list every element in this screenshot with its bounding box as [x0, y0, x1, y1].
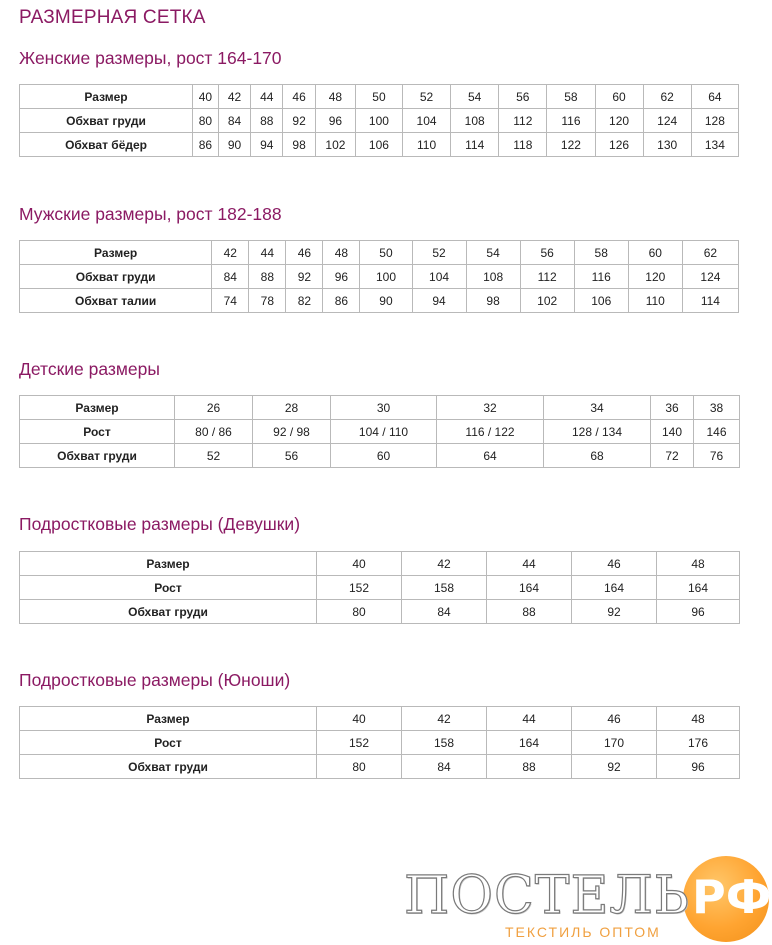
table-cell: 48 — [323, 241, 360, 265]
table-cell: 88 — [251, 109, 283, 133]
table-cell: 40 — [193, 85, 219, 109]
logo-word: ПОСТЕЛЬ — [404, 866, 690, 926]
section-title-teen-girls: Подростковые размеры (Девушки) — [19, 514, 301, 534]
table-cell: 46 — [283, 85, 316, 109]
row-label: Обхват груди — [20, 600, 317, 624]
table-cell: 60 — [628, 241, 682, 265]
logo-tagline: ТЕКСТИЛЬ ОПТОМ — [505, 924, 661, 940]
table-cell: 94 — [412, 289, 466, 313]
table-cell: 54 — [466, 241, 520, 265]
table-cell: 122 — [547, 133, 595, 157]
table-cell: 158 — [402, 576, 487, 600]
table-cell: 48 — [657, 707, 740, 731]
table-cell: 52 — [403, 85, 451, 109]
table-cell: 86 — [193, 133, 219, 157]
table-cell: 50 — [355, 85, 402, 109]
table-cell: 96 — [315, 109, 355, 133]
table-row — [20, 241, 739, 265]
table-cell: 52 — [175, 444, 253, 468]
table-cell: 48 — [657, 552, 740, 576]
table-cell: 54 — [451, 85, 499, 109]
table-cell: 90 — [360, 289, 412, 313]
table-cell: 88 — [487, 755, 572, 779]
table-cell: 164 — [657, 576, 740, 600]
table-cell: 84 — [402, 600, 487, 624]
table-cell: 110 — [628, 289, 682, 313]
row-label: Обхват талии — [20, 289, 212, 313]
row-label: Размер — [20, 552, 317, 576]
table-cell: 92 — [286, 265, 323, 289]
table-cell: 102 — [315, 133, 355, 157]
table-cell: 56 — [499, 85, 547, 109]
table-cell: 120 — [628, 265, 682, 289]
table-cell: 130 — [643, 133, 691, 157]
table-cell: 72 — [651, 444, 694, 468]
table-cell: 42 — [212, 241, 249, 265]
table-row — [20, 289, 739, 313]
table-cell: 58 — [547, 85, 595, 109]
table-cell: 98 — [466, 289, 520, 313]
table-cell: 50 — [360, 241, 412, 265]
table-cell: 96 — [657, 755, 740, 779]
table-cell: 124 — [682, 265, 738, 289]
logo-mark: РФ — [692, 870, 772, 924]
table-cell: 58 — [574, 241, 628, 265]
table-cell: 106 — [355, 133, 402, 157]
section-title-teen-boys: Подростковые размеры (Юноши) — [19, 670, 291, 690]
table-cell: 116 — [547, 109, 595, 133]
table-cell: 64 — [437, 444, 544, 468]
size-table-teen-boys — [19, 706, 740, 779]
table-row — [20, 133, 739, 157]
table-cell: 52 — [412, 241, 466, 265]
size-table-men — [19, 240, 739, 313]
table-cell: 90 — [218, 133, 251, 157]
table-cell: 146 — [694, 420, 740, 444]
table-cell: 108 — [466, 265, 520, 289]
table-cell: 164 — [487, 576, 572, 600]
table-cell: 128 — [691, 109, 738, 133]
table-cell: 62 — [682, 241, 738, 265]
table-cell: 42 — [218, 85, 251, 109]
row-label: Обхват груди — [20, 755, 317, 779]
table-cell: 86 — [323, 289, 360, 313]
table-cell: 76 — [694, 444, 740, 468]
table-cell: 110 — [403, 133, 451, 157]
table-cell: 116 / 122 — [437, 420, 544, 444]
table-cell: 94 — [251, 133, 283, 157]
table-cell: 42 — [402, 707, 487, 731]
table-cell: 46 — [572, 707, 657, 731]
table-cell: 170 — [572, 731, 657, 755]
table-cell: 134 — [691, 133, 738, 157]
table-cell: 82 — [286, 289, 323, 313]
brand-logo — [404, 856, 772, 942]
table-cell: 42 — [402, 552, 487, 576]
table-cell: 56 — [520, 241, 574, 265]
table-cell: 44 — [487, 707, 572, 731]
row-label: Обхват груди — [20, 265, 212, 289]
row-label: Размер — [20, 707, 317, 731]
table-cell: 84 — [402, 755, 487, 779]
row-label: Размер — [20, 241, 212, 265]
table-cell: 106 — [574, 289, 628, 313]
table-cell: 44 — [251, 85, 283, 109]
size-table-women — [19, 84, 739, 157]
table-cell: 102 — [520, 289, 574, 313]
row-label: Рост — [20, 731, 317, 755]
table-cell: 40 — [317, 552, 402, 576]
table-cell: 80 — [317, 755, 402, 779]
table-cell: 28 — [253, 396, 331, 420]
section-title-men: Мужские размеры, рост 182-188 — [19, 204, 282, 224]
table-cell: 74 — [212, 289, 249, 313]
table-cell: 60 — [595, 85, 643, 109]
table-cell: 84 — [218, 109, 251, 133]
section-title-kids: Детские размеры — [19, 359, 160, 379]
table-cell: 112 — [499, 109, 547, 133]
table-cell: 32 — [437, 396, 544, 420]
table-cell: 56 — [253, 444, 331, 468]
table-cell: 46 — [572, 552, 657, 576]
table-cell: 92 — [572, 755, 657, 779]
table-cell: 126 — [595, 133, 643, 157]
table-cell: 100 — [360, 265, 412, 289]
table-cell: 96 — [323, 265, 360, 289]
table-cell: 44 — [249, 241, 286, 265]
row-label: Обхват груди — [20, 444, 175, 468]
row-label: Размер — [20, 396, 175, 420]
table-cell: 164 — [487, 731, 572, 755]
table-cell: 80 — [317, 600, 402, 624]
table-cell: 118 — [499, 133, 547, 157]
table-cell: 80 — [193, 109, 219, 133]
table-cell: 120 — [595, 109, 643, 133]
table-cell: 114 — [682, 289, 738, 313]
table-cell: 88 — [249, 265, 286, 289]
table-cell: 88 — [487, 600, 572, 624]
table-cell: 68 — [544, 444, 651, 468]
row-label: Рост — [20, 420, 175, 444]
table-cell: 158 — [402, 731, 487, 755]
table-cell: 98 — [283, 133, 316, 157]
row-label: Размер — [20, 85, 193, 109]
table-cell: 80 / 86 — [175, 420, 253, 444]
table-row — [20, 755, 740, 779]
table-cell: 64 — [691, 85, 738, 109]
table-cell: 112 — [520, 265, 574, 289]
table-row — [20, 444, 740, 468]
table-cell: 62 — [643, 85, 691, 109]
table-cell: 114 — [451, 133, 499, 157]
table-cell: 40 — [317, 707, 402, 731]
table-cell: 176 — [657, 731, 740, 755]
table-cell: 78 — [249, 289, 286, 313]
table-cell: 30 — [331, 396, 437, 420]
table-cell: 44 — [487, 552, 572, 576]
section-title-women: Женские размеры, рост 164-170 — [19, 48, 282, 68]
table-cell: 128 / 134 — [544, 420, 651, 444]
table-cell: 46 — [286, 241, 323, 265]
table-cell: 38 — [694, 396, 740, 420]
size-table-kids — [19, 395, 740, 468]
table-cell: 36 — [651, 396, 694, 420]
table-cell: 100 — [355, 109, 402, 133]
row-label: Рост — [20, 576, 317, 600]
table-row — [20, 600, 740, 624]
table-cell: 96 — [657, 600, 740, 624]
table-cell: 104 — [403, 109, 451, 133]
table-row — [20, 85, 739, 109]
table-cell: 140 — [651, 420, 694, 444]
table-row — [20, 420, 740, 444]
table-cell: 60 — [331, 444, 437, 468]
table-cell: 152 — [317, 576, 402, 600]
table-cell: 104 — [412, 265, 466, 289]
table-row — [20, 109, 739, 133]
table-cell: 164 — [572, 576, 657, 600]
size-table-teen-girls — [19, 551, 740, 624]
row-label: Обхват бёдер — [20, 133, 193, 157]
row-label: Обхват груди — [20, 109, 193, 133]
table-cell: 92 — [572, 600, 657, 624]
table-cell: 104 / 110 — [331, 420, 437, 444]
table-cell: 26 — [175, 396, 253, 420]
page-title: РАЗМЕРНАЯ СЕТКА — [19, 7, 206, 28]
table-cell: 92 / 98 — [253, 420, 331, 444]
table-cell: 116 — [574, 265, 628, 289]
table-row — [20, 265, 739, 289]
table-cell: 84 — [212, 265, 249, 289]
table-cell: 152 — [317, 731, 402, 755]
table-cell: 108 — [451, 109, 499, 133]
table-row — [20, 731, 740, 755]
table-cell: 124 — [643, 109, 691, 133]
table-row — [20, 576, 740, 600]
table-cell: 34 — [544, 396, 651, 420]
table-row — [20, 707, 740, 731]
table-row — [20, 552, 740, 576]
table-cell: 92 — [283, 109, 316, 133]
table-row — [20, 396, 740, 420]
table-cell: 48 — [315, 85, 355, 109]
